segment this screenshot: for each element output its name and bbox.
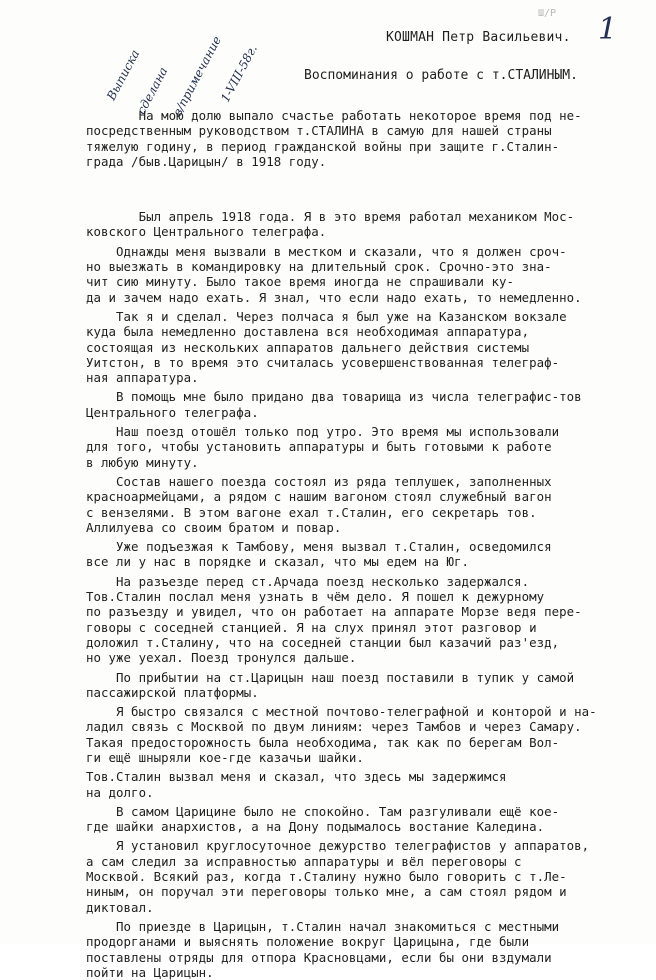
text-line: По прибытии на ст.Царицын наш поезд поставили в тупик у самой bbox=[86, 669, 575, 685]
paragraph bbox=[86, 309, 626, 385]
paragraph bbox=[86, 704, 626, 765]
text-line: чит сию минуту. Было такое время иногда не спрашивали ку- bbox=[86, 274, 515, 290]
text-line: В помощь мне было придано два товарища из числа телеграфис-тов bbox=[86, 389, 582, 405]
text-line: продорганами и выяснять положение вокруг Царицына, где были bbox=[86, 934, 530, 950]
text-line: Был апрель 1918 года. Я в это время работал механиком Мос- bbox=[86, 209, 575, 225]
text-line: а сам следил за исправностью аппаратуры и вёл переговоры с bbox=[86, 853, 522, 869]
paragraph bbox=[86, 209, 626, 240]
paragraph bbox=[86, 108, 626, 169]
text-line: говоры с соседней станцией. Я на слух принял этот разговор и bbox=[86, 619, 537, 635]
document-body bbox=[86, 108, 626, 980]
handwritten-note-line: в/примечание bbox=[170, 33, 224, 119]
text-line: Москвой. Всякий раз, когда т.Сталину нужно было говорить с т.Ле- bbox=[86, 869, 567, 885]
text-line: состоящая из нескольких аппаратов дальнего действия системы bbox=[86, 339, 530, 355]
text-line: ковского Центрального телеграфа. bbox=[86, 224, 327, 240]
text-line: доложил т.Сталину, что на соседней станции был казачий раз'езд, bbox=[86, 634, 560, 650]
text-line: где шайки анархистов, а на Дону подымалось востание Каледина. bbox=[86, 819, 545, 835]
text-line: куда была немедленно доставлена вся необходимая аппаратура, bbox=[86, 324, 530, 340]
text-line: на долго. bbox=[86, 784, 154, 800]
text-line: для того, чтобы установить аппаратуры и быть готовыми к работе bbox=[86, 439, 552, 455]
paragraph bbox=[86, 574, 626, 666]
text-line: Однажды меня вызвали в местком и сказали, что я должен сроч- bbox=[86, 243, 567, 259]
text-line: Так я и сделал. Через полчаса я был уже на Казанском вокзале bbox=[86, 308, 567, 324]
paragraph bbox=[86, 670, 626, 701]
text-line: да и зачем надо ехать. Я знал, что если надо ехать, то немедленно. bbox=[86, 289, 582, 305]
paragraph bbox=[86, 539, 626, 570]
handwritten-note-date: 1-VIII-58г. bbox=[218, 42, 260, 105]
text-line: Тов.Сталин послал меня узнать в чём дело. Я пошел к дежурному bbox=[86, 589, 545, 605]
text-line: пойти на Царицын. bbox=[86, 964, 214, 980]
text-line: ги ещё шныряли кое-где казачьи шайки. bbox=[86, 749, 364, 765]
text-line: пассажирской платформы. bbox=[86, 684, 259, 700]
paragraph bbox=[86, 424, 626, 470]
paragraph bbox=[86, 838, 626, 914]
page-number: 1 bbox=[598, 12, 618, 47]
paragraph bbox=[86, 804, 626, 835]
text-line: Центрального телеграфа. bbox=[86, 404, 259, 420]
text-line: Я установил круглосуточное дежурство телеграфистов у аппаратов, bbox=[86, 838, 590, 854]
text-line: Состав нашего поезда состоял из ряда теплушек, заполненных bbox=[86, 473, 552, 489]
text-line: Уитстон, в то время это считалась усовершенствованная телеграф- bbox=[86, 354, 560, 370]
text-line: Я быстро связался с местной почтово-телеграфной и конторой и на- bbox=[86, 704, 597, 720]
author-name: КОШМАН Петр Васильевич. bbox=[386, 30, 571, 45]
text-line: ная аппаратура. bbox=[86, 370, 199, 386]
text-line: града /быв.Царицын/ в 1918 году. bbox=[86, 153, 327, 169]
text-line: Такая предосторожность была необходима, так как по берегам Вол- bbox=[86, 734, 560, 750]
text-line: Тов.Сталин вызвал меня и сказал, что здесь мы задержимся bbox=[86, 769, 507, 785]
text-line: поставлены отряды для отпора Красновцами, если бы они вздумали bbox=[86, 949, 552, 965]
handwritten-note-line: Выписка bbox=[104, 47, 143, 103]
text-line: но уже уехал. Поезд тронулся дальше. bbox=[86, 650, 357, 666]
text-line: красноармейцами, а рядом с нашим вагоном стоял служебный вагон bbox=[86, 489, 552, 505]
text-line: но выезжать в командировку на длительный срок. Срочно-это зна- bbox=[86, 259, 552, 275]
text-line: Аллилуева со своим братом и повар. bbox=[86, 519, 342, 535]
text-line: по разъезду и увидел, что он работает на аппарате Морзе ведя пере- bbox=[86, 604, 582, 620]
text-line: Уже подъезжая к Тамбову, меня вызвал т.Сталин, осведомился bbox=[86, 539, 552, 555]
text-line: посредственным руководством т.СТАЛИНА в самую для нашей страны bbox=[86, 123, 552, 139]
text-line: диктовал. bbox=[86, 899, 154, 915]
text-line: Наш поезд отошёл только под утро. Это время мы использовали bbox=[86, 424, 560, 440]
text-line: с вензелями. В этом вагоне ехал т.Сталин, его секретарь тов. bbox=[86, 504, 537, 520]
text-line: все ли у нас в порядке и сказал, что мы едем на Юг. bbox=[86, 554, 469, 570]
paragraph bbox=[86, 474, 626, 535]
text-line: в любую минуту. bbox=[86, 454, 199, 470]
text-line: На мою долю выпало счастье работать некоторое время под не- bbox=[86, 108, 582, 123]
paragraph bbox=[86, 919, 626, 980]
document-title: Воспоминания о работе с т.СТАЛИНЫМ. bbox=[304, 68, 578, 83]
text-line: По приезде в Царицын, т.Сталин начал знакомиться с местными bbox=[86, 918, 560, 934]
archive-stamp: Ш/Р bbox=[538, 8, 557, 19]
text-line: ниным, он поручал эти переговоры только мне, а сам стоял рядом и bbox=[86, 884, 567, 900]
paragraph bbox=[86, 389, 626, 420]
paragraph bbox=[86, 769, 626, 800]
handwritten-note-line: сделана bbox=[134, 64, 171, 117]
paragraph bbox=[86, 244, 626, 305]
text-line: В самом Царицине было не спокойно. Там разгуливали ещё кое- bbox=[86, 803, 560, 819]
text-line: На разъезде перед ст.Арчада поезд несколько задержался. bbox=[86, 573, 530, 589]
text-line: тяжелую годину, в период гражданской войны при защите г.Сталин- bbox=[86, 138, 560, 154]
text-line: ладил связь с Москвой по двум линиям: через Тамбов и через Самару. bbox=[86, 719, 582, 735]
